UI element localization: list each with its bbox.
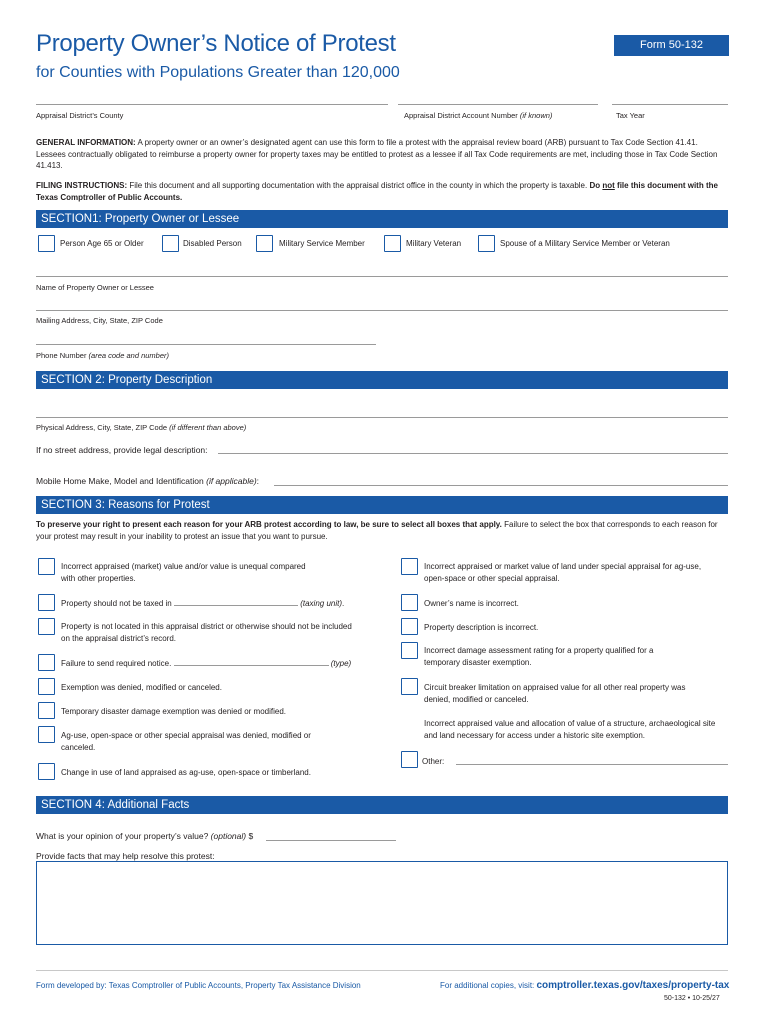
general-information: GENERAL INFORMATION: A property owner or an owner’s designated agent can use this form to file a protest with the appraisal review board (ARB) pursuant to Tax Code Section 41.41. Lessees contractually obligated to reimburse a property owner for property taxes may be entitled to protest as a lessee if all Tax Code requirements are met, including those in Tax Code Section 41.413. <box>36 138 718 170</box>
reason-change-use-checkbox[interactable] <box>38 763 55 780</box>
reason-notice-checkbox[interactable] <box>38 654 55 671</box>
checkbox-disabled-label: Disabled Person <box>183 239 242 248</box>
section4-header: SECTION 4: Additional Facts <box>36 796 728 814</box>
checkbox-military-member[interactable] <box>256 235 273 252</box>
reason-other-field[interactable] <box>456 764 728 765</box>
legal-description-field[interactable] <box>218 453 728 454</box>
reason-ag-use-label: Ag-use, open-space or other special appraisal was denied, modified or canceled. <box>61 731 311 752</box>
opinion-value-label: What is your opinion of your property’s value? (optional) $ <box>36 831 254 841</box>
reason-not-taxed-checkbox[interactable] <box>38 594 55 611</box>
reason-not-located-label: Property is not located in this appraisal district or otherwise should not be included on the appraisal district’s record. <box>61 622 352 643</box>
reason-description-label: Property description is incorrect. <box>424 623 539 632</box>
mobile-home-field[interactable] <box>274 485 728 486</box>
reason-owner-name-label: Owner’s name is incorrect. <box>424 599 519 608</box>
physical-address-label: Physical Address, City, State, ZIP Code (if different than above) <box>36 423 247 432</box>
owner-name-label: Name of Property Owner or Lessee <box>36 283 154 292</box>
reason-not-located-checkbox[interactable] <box>38 618 55 635</box>
section2-header: SECTION 2: Property Description <box>36 371 728 389</box>
reason-special-land-checkbox[interactable] <box>401 558 418 575</box>
tax-year-field[interactable] <box>612 104 728 105</box>
reason-market-value-label: Incorrect appraised (market) value and/or value is unequal compared with other properties. <box>61 562 306 583</box>
form-subtitle: for Counties with Populations Greater than 120,000 <box>36 64 400 81</box>
footer-url-link[interactable]: comptroller.texas.gov/taxes/property-tax <box>536 980 730 991</box>
phone-field[interactable] <box>36 344 376 345</box>
checkbox-spouse[interactable] <box>478 235 495 252</box>
reason-circuit-breaker-checkbox[interactable] <box>401 678 418 695</box>
form-title: Property Owner’s Notice of Protest <box>36 30 396 57</box>
facts-label: Provide facts that may help resolve this protest: <box>36 851 215 861</box>
checkbox-age-65[interactable] <box>38 235 55 252</box>
mailing-address-field[interactable] <box>36 310 728 311</box>
legal-description-label: If no street address, provide legal description: <box>36 445 208 455</box>
county-field[interactable] <box>36 104 388 105</box>
section1-header: SECTION1: Property Owner or Lessee <box>36 210 728 228</box>
footer-developed-by: Form developed by: Texas Comptroller of Public Accounts, Property Tax Assistance Division <box>36 981 361 990</box>
reason-ag-use-checkbox[interactable] <box>38 726 55 743</box>
form-number-badge: Form 50-132 <box>614 35 729 56</box>
phone-label: Phone Number (area code and number) <box>36 351 170 360</box>
footer-form-code: 50-132 • 10-25/27 <box>664 995 720 1002</box>
footer-copies: For additional copies, visit: comptroller.texas.gov/taxes/property-tax <box>440 980 730 991</box>
reason-market-value-checkbox[interactable] <box>38 558 55 575</box>
reason-not-taxed-label: Property should not be taxed in (taxing unit). <box>61 599 345 608</box>
section3-intro: To preserve your right to present each reason for your ARB protest according to law, be sure to select all boxes that apply. Failure to select the box that corresponds to each reason for your protest may result in your inability to protest an issue that you want to pursue. <box>36 520 718 541</box>
county-label: Appraisal District’s County <box>36 111 124 120</box>
checkbox-spouse-label: Spouse of a Military Service Member or Veteran <box>500 239 670 248</box>
physical-address-field[interactable] <box>36 417 728 418</box>
reason-exemption-label: Exemption was denied, modified or canceled. <box>61 683 222 692</box>
notice-type-field[interactable] <box>174 658 329 666</box>
checkbox-military-member-label: Military Service Member <box>279 239 365 248</box>
reason-disaster-label: Temporary disaster damage exemption was denied or modified. <box>61 707 287 716</box>
checkbox-veteran[interactable] <box>384 235 401 252</box>
filing-instructions: FILING INSTRUCTIONS: File this document and all supporting documentation with the appraisal district office in the county in which the property is taxable. Do not file this document with the Texas Comptroller of Public Accounts. <box>36 181 718 202</box>
reason-disaster-checkbox[interactable] <box>38 702 55 719</box>
account-number-label: Appraisal District Account Number (if known) <box>404 111 553 120</box>
taxing-unit-field[interactable] <box>174 598 298 606</box>
checkbox-disabled[interactable] <box>162 235 179 252</box>
reason-owner-name-checkbox[interactable] <box>401 594 418 611</box>
reason-other-checkbox[interactable] <box>401 751 418 768</box>
reason-change-use-label: Change in use of land appraised as ag-use, open-space or timberland. <box>61 768 311 777</box>
reason-special-land-label: Incorrect appraised or market value of land under special appraisal for ag-use, open-space or other special appraisal. <box>424 562 702 583</box>
account-number-field[interactable] <box>398 104 598 105</box>
reason-damage-rating-checkbox[interactable] <box>401 642 418 659</box>
reason-other-label: Other: <box>422 757 445 766</box>
reason-notice-label: Failure to send required notice. (type) <box>61 659 352 668</box>
reason-historic-site-label: Incorrect appraised value and allocation of value of a structure, archaeological site and land necessary for access under a historic site exemption. <box>424 719 716 740</box>
checkbox-age-65-label: Person Age 65 or Older <box>60 239 144 248</box>
facts-textarea[interactable] <box>36 861 728 945</box>
reason-description-checkbox[interactable] <box>401 618 418 635</box>
mobile-home-label: Mobile Home Make, Model and Identification (if applicable): <box>36 476 260 486</box>
reason-exemption-checkbox[interactable] <box>38 678 55 695</box>
mailing-address-label: Mailing Address, City, State, ZIP Code <box>36 316 163 325</box>
section3-header: SECTION 3: Reasons for Protest <box>36 496 728 514</box>
owner-name-field[interactable] <box>36 276 728 277</box>
checkbox-veteran-label: Military Veteran <box>406 239 462 248</box>
reason-damage-rating-label: Incorrect damage assessment rating for a property qualified for a temporary disaster exemption. <box>424 646 654 667</box>
reason-circuit-breaker-label: Circuit breaker limitation on appraised value for all other real property was denied, modified or canceled. <box>424 683 686 704</box>
opinion-value-field[interactable] <box>266 840 396 841</box>
footer-divider <box>36 970 728 971</box>
tax-year-label: Tax Year <box>616 111 645 120</box>
